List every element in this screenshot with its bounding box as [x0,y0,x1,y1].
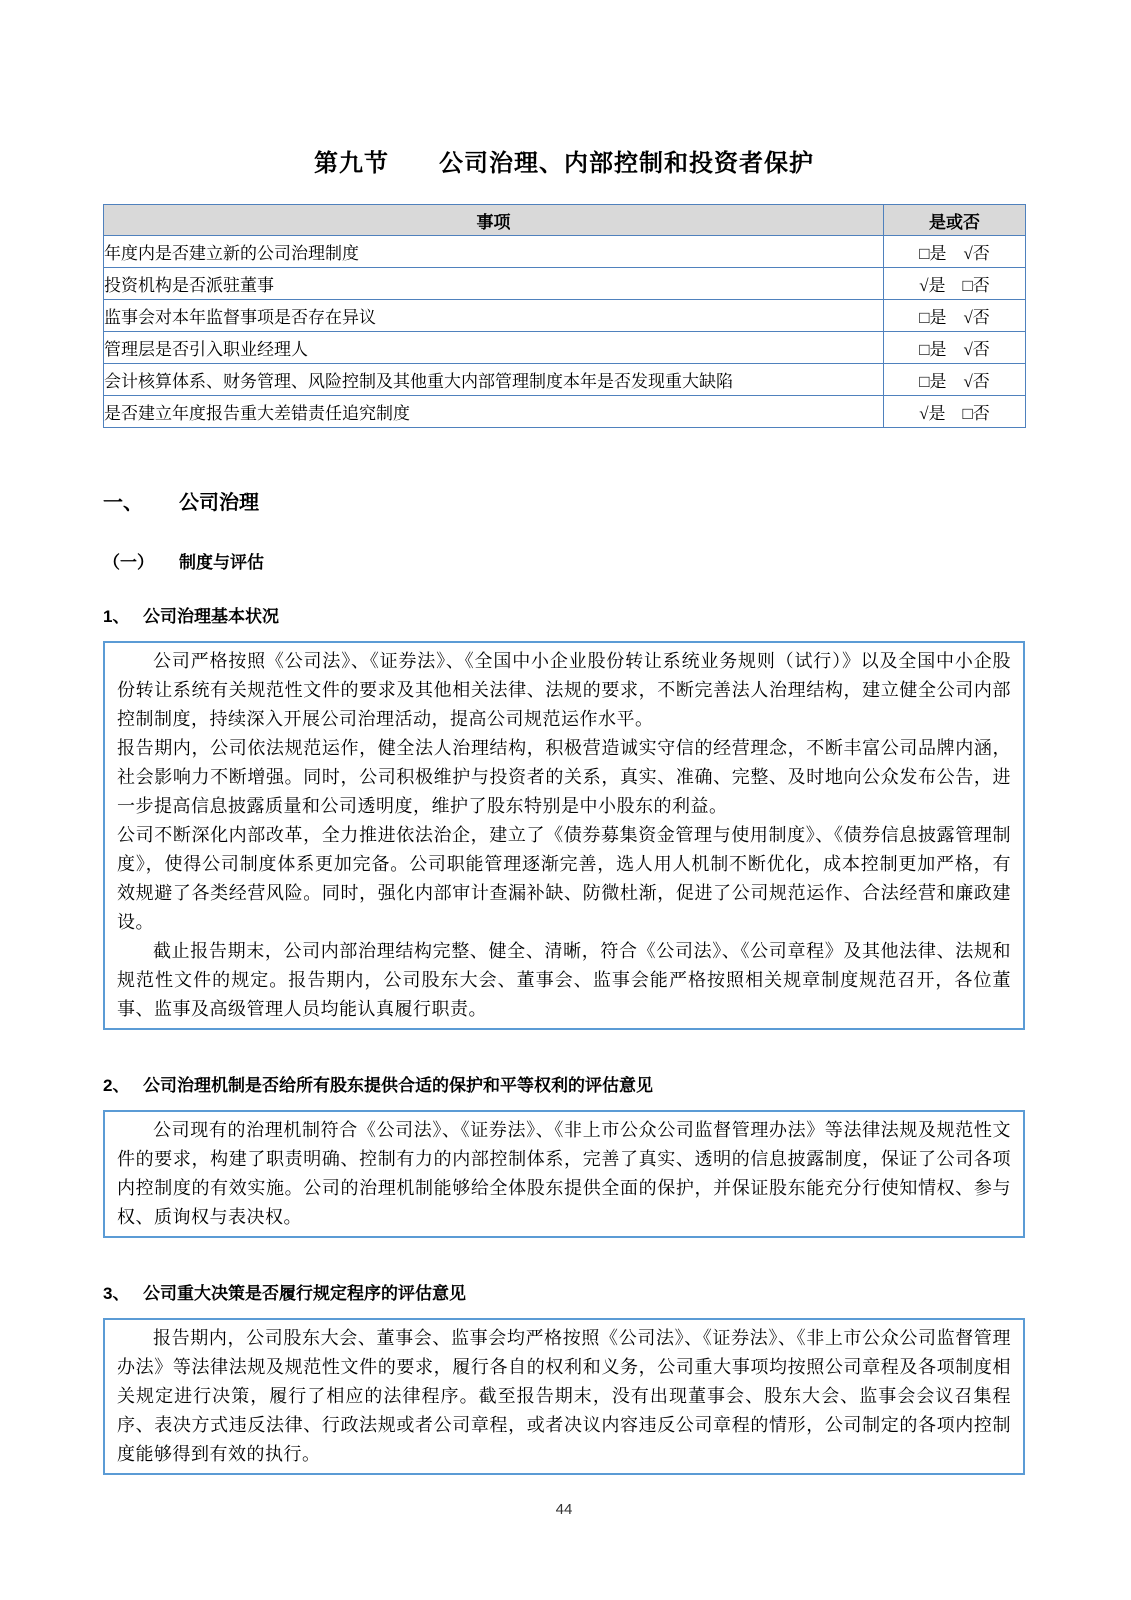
paragraph: 报告期内，公司依法规范运作，健全法人治理结构，积极营造诚实守信的经营理念，不断丰富公司品牌内涵，社会影响力不断增强。同时，公司积极维护与投资者的关系，真实、准确、完整、及时地向公众发布公告，进一步提高信息披露质量和公司透明度，维护了股东特别是中小股东的利益。 [117,738,1011,816]
heading-text: 公司重大决策是否履行规定程序的评估意见 [143,1284,466,1303]
paragraph: 公司严格按照《公司法》、《证券法》、《全国中小企业股份转让系统业务规则（试行）》以及全国中小企股份转让系统有关规范性文件的要求及其他相关法律、法规的要求，不断完善法人治理结构，建立健全公司内部控制制度，持续深入开展公司治理活动，提高公司规范运作水平。 [117,651,1011,729]
paragraph: 报告期内，公司股东大会、董事会、监事会均严格按照《公司法》、《证券法》、《非上市公众公司监督管理办法》等法律法规及规范性文件的要求，履行各自的权利和义务，公司重大事项均按照公司章程及各项制度相关规定进行决策，履行了相应的法律程序。截至报告期末，没有出现董事会、股东大会、监事会会议召集程序、表决方式违反法律、行政法规或者公司章程，或者决议内容违反公司章程的情形，公司制定的各项内控制度能够得到有效的执行。 [117,1328,1011,1464]
table-header-row [104,205,1026,236]
document-page [103,0,1025,1518]
row-item-text: 是否建立年度报告重大差错责任追究制度 [104,396,884,428]
row-answer-checkboxes: □是 √否 [884,236,1026,268]
row-item-text: 投资机构是否派驻董事 [104,268,884,300]
governance-qa-table [103,204,1026,428]
row-item-text: 监事会对本年监督事项是否存在异议 [104,300,884,332]
table-row [104,396,1026,428]
table-row [104,332,1026,364]
text-block-major-decisions [103,1318,1025,1475]
table-row [104,364,1026,396]
page-title: 第九节 公司治理、内部控制和投资者保护 [314,150,814,177]
heading-number: 3、 [103,1284,130,1303]
heading-number: 2、 [103,1076,130,1095]
heading-number: 1、 [103,607,130,626]
page-number: 44 [555,1501,573,1518]
section-heading-system-evaluation [103,548,1025,573]
text-block-shareholder-protection [103,1110,1025,1238]
heading-number: （一） [103,553,154,572]
table-row [104,300,1026,332]
table-row [104,268,1026,300]
row-answer-checkboxes: □是 √否 [884,332,1026,364]
text-block-basic-status [103,641,1025,1030]
paragraph: 截止报告期末，公司内部治理结构完整、健全、清晰，符合《公司法》、《公司章程》及其他法律、法规和规范性文件的规定。报告期内，公司股东大会、董事会、监事会能严格按照相关规章制度规范召开，各位董事、监事及高级管理人员均能认真履行职责。 [117,941,1011,1019]
section-heading-governance [103,486,1025,515]
heading-text: 制度与评估 [179,553,264,572]
heading-text: 公司治理 [179,492,259,514]
row-item-text: 管理层是否引入职业经理人 [104,332,884,364]
col-header-item: 事项 [104,205,884,236]
heading-text: 公司治理基本状况 [143,607,279,626]
col-header-yesno: 是或否 [884,205,1026,236]
heading-text: 公司治理机制是否给所有股东提供合适的保护和平等权利的评估意见 [143,1076,653,1095]
subsection-heading-shareholder-protection [103,1071,1025,1096]
subsection-heading-major-decisions [103,1279,1025,1304]
row-answer-checkboxes: √是 □否 [884,268,1026,300]
paragraph: 公司不断深化内部改革，全力推进依法治企，建立了《债券募集资金管理与使用制度》、《债券信息披露管理制度》，使得公司制度体系更加完备。公司职能管理逐渐完善，选人用人机制不断优化，成本控制更加严格，有效规避了各类经营风险。同时，强化内部审计查漏补缺、防微杜渐，促进了公司规范运作、合法经营和廉政建设。 [117,825,1011,932]
row-answer-checkboxes: √是 □否 [884,396,1026,428]
row-item-text: 会计核算体系、财务管理、风险控制及其他重大内部管理制度本年是否发现重大缺陷 [104,364,884,396]
table-row [104,236,1026,268]
subsection-heading-basic-status [103,602,1025,627]
heading-number: 一、 [103,492,143,514]
row-answer-checkboxes: □是 √否 [884,300,1026,332]
paragraph: 公司现有的治理机制符合《公司法》、《证券法》、《非上市公众公司监督管理办法》等法律法规及规范性文件的要求，构建了职责明确、控制有力的内部控制体系，完善了真实、透明的信息披露制度，保证了公司各项内控制度的有效实施。公司的治理机制能够给全体股东提供全面的保护，并保证股东能充分行使知情权、参与权、质询权与表决权。 [117,1120,1011,1227]
row-item-text: 年度内是否建立新的公司治理制度 [104,236,884,268]
row-answer-checkboxes: □是 √否 [884,364,1026,396]
